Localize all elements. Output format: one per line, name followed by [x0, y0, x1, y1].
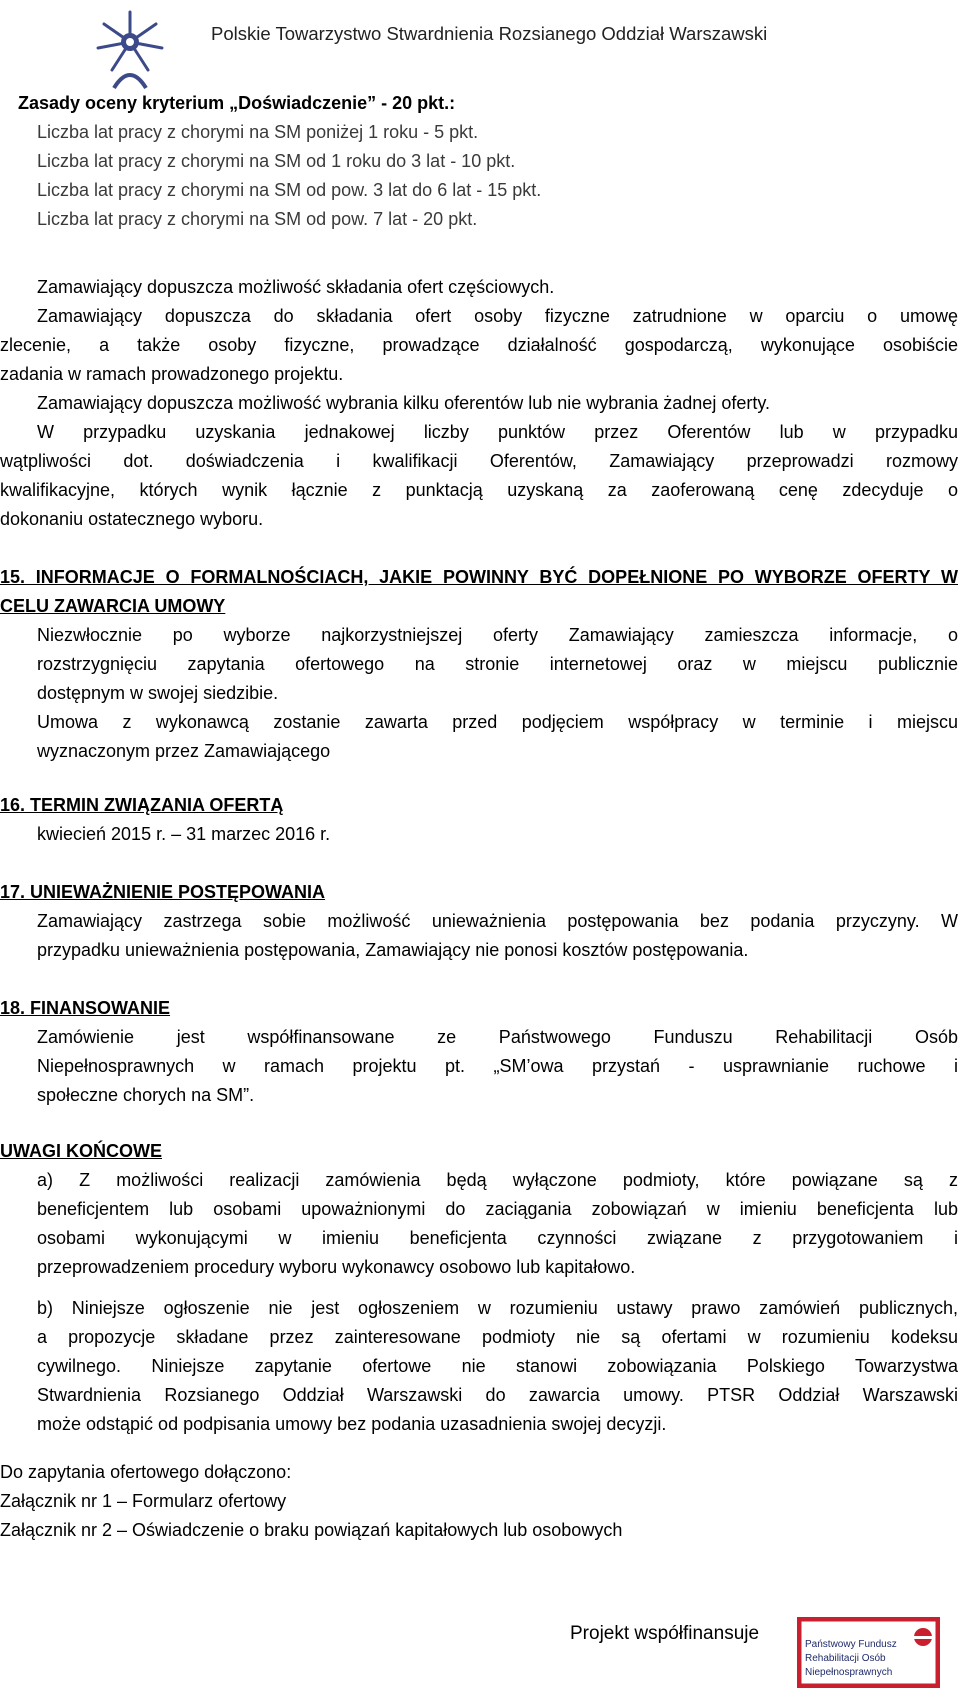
paragraph-line: Zamawiający dopuszcza możliwość wybrania kilku oferentów lub nie wybrania żadnej oferty. [37, 393, 770, 413]
criteria-item: Liczba lat pracy z chorymi na SM od pow. 3 lat do 6 lat - 15 pkt. [37, 180, 542, 200]
criteria-item: Liczba lat pracy z chorymi na SM od 1 roku do 3 lat - 10 pkt. [37, 151, 516, 171]
section-title-text: 15. INFORMACJE O FORMALNOŚCIACH, JAKIE POWINNY BYĆ DOPEŁNIONE PO WYBORZE OFERTY W [0, 567, 958, 587]
organization-name: Polskie Towarzystwo Stwardnienia Rozsianego Oddział Warszawski [211, 23, 768, 44]
final-remarks-title [0, 1137, 958, 1166]
paragraph-line: wątpliwości dot. doświadczenia i kwalifikacji Oferentów, Zamawiający przeprowadzi rozmowy [0, 451, 958, 471]
attachment-item: Załącznik nr 1 – Formularz ofertowy [0, 1491, 287, 1511]
section-17 [0, 878, 958, 965]
paragraph-line: osobami wykonującymi w imieniu beneficjenta czynności związane z przygotowaniem i [37, 1228, 958, 1248]
section-title-text: 17. UNIEWAŻNIENIE POSTĘPOWANIA [0, 882, 326, 902]
paragraph-line: przypadku unieważnienia postępowania, Zamawiający nie ponosi kosztów postępowania. [37, 940, 749, 960]
paragraph-line: b) Niniejsze ogłoszenie nie jest ogłoszeniem w rozumieniu ustawy prawo zamówień publicznych, [37, 1298, 958, 1318]
svg-text:Niepełnosprawnych: Niepełnosprawnych [805, 1667, 893, 1678]
paragraph-line: społeczne chorych na SM”. [37, 1085, 255, 1105]
criteria-block [0, 89, 958, 234]
section-18-title [0, 994, 958, 1023]
paragraph-line: Zamawiający zastrzega sobie możliwość unieważnienia postępowania bez podania przyczyny. W [37, 911, 958, 931]
attachments-intro: Do zapytania ofertowego dołączono: [0, 1462, 292, 1482]
attachment-item: Załącznik nr 2 – Oświadczenie o braku powiązań kapitałowych lub osobowych [0, 1520, 623, 1540]
paragraph-line: dostępnym w swojej siedzibie. [37, 683, 279, 703]
section-15-title [0, 563, 958, 592]
paragraph-line: Stwardnienia Rozsianego Oddział Warszawski do zawarcia umowy. PTSR Oddział Warszawski [37, 1385, 958, 1405]
paragraph-line: cywilnego. Niniejsze zapytanie ofertowe nie stanowi zobowiązania Polskiego Towarzystwa [37, 1356, 958, 1376]
criteria-item: Liczba lat pracy z chorymi na SM od pow. 7 lat - 20 pkt. [37, 209, 478, 229]
section-16 [0, 791, 958, 849]
validity-period: kwiecień 2015 r. – 31 marzec 2016 r. [37, 824, 331, 844]
section-17-title [0, 878, 958, 907]
section-16-title [0, 791, 958, 820]
section-15 [0, 563, 958, 766]
page-header [0, 0, 960, 92]
paragraph-line: a propozycje składane przez zainteresowane podmioty nie są ofertami w rozumieniu kodeksu [37, 1327, 958, 1347]
section-title-text: 18. FINANSOWANIE [0, 998, 171, 1018]
paragraph-line: może odstąpić od podpisania umowy bez podania uzasadnienia swojej decyzji. [37, 1414, 667, 1434]
criteria-item: Liczba lat pracy z chorymi na SM poniżej 1 roku - 5 pkt. [37, 122, 479, 142]
paragraph-line: przeprowadzeniem procedury wyboru wykonawcy osobowo lub kapitałowo. [37, 1257, 636, 1277]
final-remarks [0, 1137, 958, 1439]
paragraph-line: wyznaczonym przez Zamawiającego [37, 741, 331, 761]
paragraph-line: Zamówienie jest współfinansowane ze Państwowego Funduszu Rehabilitacji Osób [37, 1027, 958, 1047]
svg-text:Rehabilitacji Osób: Rehabilitacji Osób [805, 1653, 886, 1664]
paragraph-line: rozstrzygnięciu zapytania ofertowego na stronie internetowej oraz w miejscu publicznie [37, 654, 958, 674]
pfron-logo [797, 1617, 940, 1688]
criteria-title: Zasady oceny kryterium „Doświadczenie” - 20 pkt.: [18, 93, 456, 113]
svg-text:Państwowy Fundusz: Państwowy Fundusz [805, 1639, 897, 1650]
section-15-title-cont [0, 592, 958, 621]
attachments-block [0, 1458, 958, 1545]
paragraph-line: Niezwłocznie po wyborze najkorzystniejszej oferty Zamawiający zamieszcza informacje, o [37, 625, 958, 645]
paragraph-line: a) Z możliwości realizacji zamówienia będą wyłączone podmioty, które powiązane są z [37, 1170, 958, 1190]
section-title-text: 16. TERMIN ZWIĄZANIA OFERTĄ [0, 795, 284, 815]
paragraph-line: dokonaniu ostatecznego wyboru. [0, 509, 264, 529]
section-title-text: UWAGI KOŃCOWE [0, 1141, 162, 1161]
section-title-text: CELU ZAWARCIA UMOWY [0, 596, 226, 616]
paragraph-line: zlecenie, a także osoby fizyczne, prowadzące działalność gospodarczą, wykonujące osobiście [0, 335, 958, 355]
paragraph-line: Zamawiający dopuszcza do składania ofert osoby fizyczne zatrudnione w oparciu o umowę [37, 306, 958, 326]
paragraph-line: Zamawiający dopuszcza możliwość składania ofert częściowych. [37, 277, 555, 297]
paragraph-line: zadania w ramach prowadzonego projektu. [0, 364, 344, 384]
cofinance-label: Projekt współfinansuje [570, 1623, 760, 1644]
paragraph-line: beneficjentem lub osobami upoważnionymi do zaciągania zobowiązań w imieniu beneficjenta lub [37, 1199, 958, 1219]
ptsr-logo-icon [92, 2, 168, 90]
paragraph-line: Niepełnosprawnych w ramach projektu pt. „SM’owa przystań - usprawnianie ruchowe i [37, 1056, 958, 1076]
paragraph-line: kwalifikacyjne, których wynik łącznie z punktacją uzyskaną za zaoferowaną cenę zdecyduje o [0, 480, 958, 500]
paragraph-line: W przypadku uzyskania jednakowej liczby punktów przez Oferentów lub w przypadku [37, 422, 958, 442]
paragraph-line: Umowa z wykonawcą zostanie zawarta przed podjęciem współpracy w terminie i miejscu [37, 712, 958, 732]
section-18 [0, 994, 958, 1110]
offer-conditions-block [0, 273, 958, 534]
